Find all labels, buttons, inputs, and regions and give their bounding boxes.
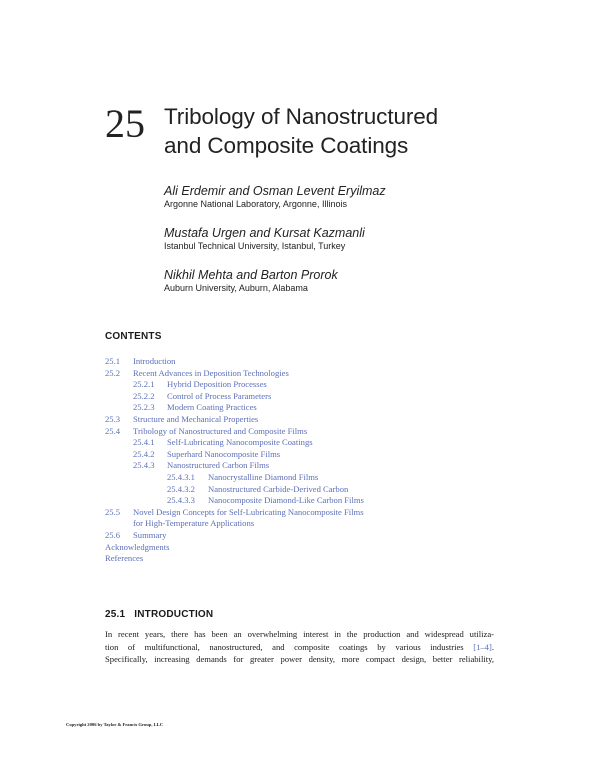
toc-item-25-4-3[interactable]	[133, 460, 269, 471]
toc-item-25-2-3[interactable]	[133, 402, 257, 413]
author-names: Nikhil Mehta and Barton Prorok	[164, 268, 338, 282]
paragraph-line-2	[105, 641, 494, 654]
toc-item-25-2-1[interactable]	[133, 379, 267, 390]
toc-label: Tribology of Nanostructured and Composite Films	[133, 425, 308, 436]
author-affiliation: Argonne National Laboratory, Argonne, Illinois	[164, 199, 347, 209]
toc-label: Control of Process Parameters	[167, 390, 272, 401]
toc-item-25-4-3-1[interactable]	[167, 472, 318, 483]
toc-item-25-2-2[interactable]	[133, 391, 271, 402]
toc-item-25-2[interactable]	[105, 368, 289, 379]
toc-label: Acknowledgments	[105, 541, 170, 552]
copyright-notice: Copyright 2006 by Taylor & Francis Group, LLC	[66, 722, 164, 727]
toc-label: Modern Coating Practices	[167, 402, 257, 413]
toc-number: 25.3	[105, 414, 121, 424]
chapter-title-line-2: and Composite Coatings	[164, 133, 409, 158]
paragraph-line-2-end: .	[491, 641, 494, 652]
chapter-number: 25	[105, 101, 145, 146]
toc-number: 25.2.1	[133, 379, 155, 390]
citation-link[interactable]: [1–4]	[473, 641, 492, 652]
toc-label: for High-Temperature Applications	[133, 518, 255, 529]
toc-label: Nanostructured Carbide-Derived Carbon	[208, 483, 349, 494]
author-group-1	[164, 184, 386, 210]
chapter-title	[164, 102, 438, 160]
contents-heading: CONTENTS	[105, 331, 162, 342]
toc-number: 25.2.2	[133, 390, 155, 401]
section-title: INTRODUCTION	[134, 609, 214, 620]
toc-item-25-1[interactable]	[105, 356, 175, 367]
toc-label: References	[105, 553, 144, 564]
toc-number: 25.4.3.2	[167, 483, 195, 494]
toc-label: Nanostructured Carbon Films	[167, 460, 270, 471]
toc-item-25-3[interactable]	[105, 414, 258, 425]
author-group-3	[164, 268, 338, 294]
toc-item-25-4-1[interactable]	[133, 437, 313, 448]
introduction-paragraph	[105, 628, 494, 666]
toc-number: 25.5	[105, 506, 121, 517]
toc-number: 25.4.3.3	[167, 495, 195, 506]
toc-label: Nanocrystalline Diamond Films	[208, 472, 319, 482]
toc-item-25-4-3-3[interactable]	[167, 495, 364, 506]
toc-number: 25.2.3	[133, 402, 155, 413]
toc-item-references[interactable]	[105, 553, 143, 564]
toc-number: 25.6	[105, 530, 121, 540]
toc-item-25-4-2[interactable]	[133, 449, 280, 460]
paragraph-line-2-text: tion of multifunctional, nanostructured, and composite coatings by various industries	[105, 641, 474, 652]
toc-label: Structure and Mechanical Properties	[133, 414, 259, 424]
toc-item-acknowledgments[interactable]	[105, 542, 169, 553]
toc-label: Superhard Nanocomposite Films	[167, 448, 281, 459]
toc-item-25-5[interactable]	[105, 507, 364, 518]
toc-label: Recent Advances in Deposition Technologies	[133, 367, 289, 378]
toc-number: 25.4.1	[133, 437, 155, 448]
toc-item-25-6[interactable]	[105, 530, 166, 541]
section-number: 25.1	[105, 609, 126, 620]
toc-number: 25.4.3	[133, 460, 155, 471]
paragraph-line-3: Specifically, increasing demands for greater power density, more compact design, better reliability,	[105, 654, 494, 664]
toc-label: Hybrid Deposition Processes	[167, 379, 267, 390]
toc-label: Self-Lubricating Nanocomposite Coatings	[167, 437, 313, 448]
author-affiliation: Auburn University, Auburn, Alabama	[164, 283, 308, 293]
toc-number: 25.1	[105, 356, 121, 366]
toc-item-25-5-continuation[interactable]	[133, 518, 254, 529]
toc-label: Introduction	[133, 356, 176, 366]
toc-number: 25.4	[105, 425, 121, 436]
toc-number: 25.2	[105, 367, 121, 378]
author-affiliation: Istanbul Technical University, Istanbul, Turkey	[164, 241, 346, 251]
toc-label: Summary	[133, 530, 167, 540]
toc-number: 25.4.3.1	[167, 472, 195, 482]
author-names: Mustafa Urgen and Kursat Kazmanli	[164, 226, 365, 240]
author-names: Ali Erdemir and Osman Levent Eryilmaz	[164, 184, 386, 198]
author-group-2	[164, 226, 365, 252]
toc-number: 25.4.2	[133, 448, 155, 459]
toc-item-25-4-3-2[interactable]	[167, 484, 348, 495]
chapter-title-line-1: Tribology of Nanostructured	[164, 104, 439, 129]
section-heading-introduction	[105, 609, 213, 620]
toc-item-25-4[interactable]	[105, 426, 307, 437]
paragraph-line-1: In recent years, there has been an overwhelming interest in the production and widespread utiliza-	[105, 629, 494, 639]
toc-label: Nanocomposite Diamond-Like Carbon Films	[208, 495, 364, 506]
toc-label: Novel Design Concepts for Self-Lubricating Nanocomposite Films	[133, 506, 364, 517]
